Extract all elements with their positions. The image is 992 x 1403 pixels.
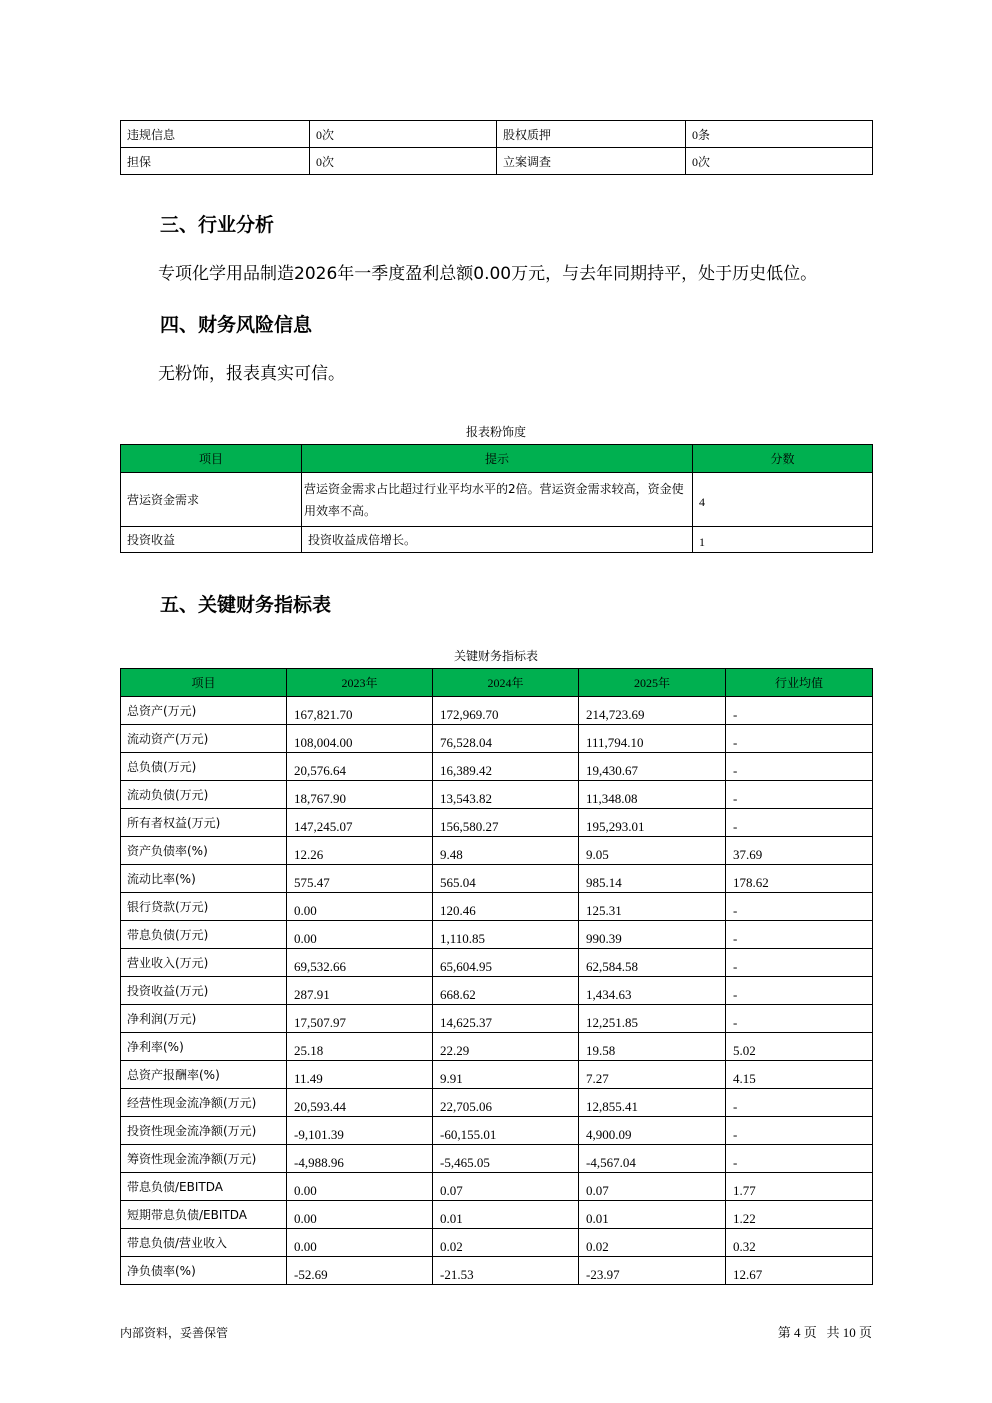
cell-metric-value: 9.48 [433,837,579,865]
cell-metric-value: - [726,921,873,949]
cell-label: 违规信息 [121,121,310,148]
cell-value: 0次 [310,121,497,148]
cell-metric-value: 16,389.42 [433,753,579,781]
metric-table-caption: 关键财务指标表 [453,649,538,663]
cell-value: 0条 [686,121,873,148]
cell-metric-name: 总资产报酬率(%) [121,1061,287,1089]
cell-metric-name: 所有者权益(万元) [121,809,287,837]
cell-metric-value: 69,532.66 [287,949,433,977]
cell-metric-value: -4,567.04 [579,1145,726,1173]
cell-metric-value: -23.97 [579,1257,726,1285]
compliance-info-table [120,120,873,175]
cell-metric-value: 19.58 [579,1033,726,1061]
cell-metric-value: 22,705.06 [433,1089,579,1117]
table-row [121,1257,873,1285]
cell-metric-value: 13,543.82 [433,781,579,809]
risk-table-caption: 报表粉饰度 [465,425,526,439]
table-row [121,1145,873,1173]
table-row [121,1005,873,1033]
table-row [121,865,873,893]
cell-hint: 营运资金需求占比超过行业平均水平的2倍。营运资金需求较高，资金使用效率不高。 [302,473,693,527]
cell-metric-value: 0.07 [579,1173,726,1201]
cell-metric-value: 37.69 [726,837,873,865]
table-row [121,949,873,977]
cell-metric-value: 18,767.90 [287,781,433,809]
cell-metric-value: 0.01 [579,1201,726,1229]
table-row [121,977,873,1005]
cell-metric-value: 0.00 [287,1173,433,1201]
cell-metric-value: 214,723.69 [579,697,726,725]
table-row [121,1117,873,1145]
cell-metric-value: 0.00 [287,921,433,949]
cell-metric-name: 带息负债/营业收入 [121,1229,287,1257]
cell-metric-value: - [726,781,873,809]
cell-metric-value: 65,604.95 [433,949,579,977]
cell-metric-value: 0.00 [287,1201,433,1229]
cell-metric-value: -5,465.05 [433,1145,579,1173]
cell-metric-name: 带息负债(万元) [121,921,287,949]
cell-metric-value: 22.29 [433,1033,579,1061]
section-heading-industry-analysis: 三、行业分析 [160,214,275,236]
cell-metric-value: - [726,893,873,921]
cell-metric-value: 11,348.08 [579,781,726,809]
cell-metric-name: 资产负债率(%) [121,837,287,865]
cell-score: 1 [693,527,873,553]
cell-metric-value: 76,528.04 [433,725,579,753]
cell-metric-name: 带息负债/EBITDA [121,1173,287,1201]
cell-metric-value: -4,988.96 [287,1145,433,1173]
table-row [121,921,873,949]
cell-score: 4 [693,473,873,527]
table-row [121,1089,873,1117]
cell-metric-value: 12.26 [287,837,433,865]
column-header: 项目 [121,445,302,473]
financial-risk-text: 无粉饰，报表真实可信。 [158,364,345,384]
table-row [121,837,873,865]
cell-metric-value: 0.02 [433,1229,579,1257]
table-row [121,697,873,725]
cell-metric-value: 167,821.70 [287,697,433,725]
column-header: 提示 [302,445,693,473]
cell-metric-value: -21.53 [433,1257,579,1285]
cell-metric-name: 总资产(万元) [121,697,287,725]
cell-metric-value: - [726,697,873,725]
column-header: 分数 [693,445,873,473]
cell-metric-name: 投资性现金流净额(万元) [121,1117,287,1145]
table-row [121,781,873,809]
cell-metric-value: -60,155.01 [433,1117,579,1145]
cell-metric-value: 14,625.37 [433,1005,579,1033]
cell-metric-value: - [726,1145,873,1173]
table-row [121,1201,873,1229]
cell-metric-name: 流动比率(%) [121,865,287,893]
column-header: 2025年 [579,669,726,697]
cell-metric-value: 147,245.07 [287,809,433,837]
cell-metric-name: 银行贷款(万元) [121,893,287,921]
cell-metric-name: 流动资产(万元) [121,725,287,753]
cell-metric-value: - [726,1005,873,1033]
table-row [121,148,873,175]
cell-metric-value: 108,004.00 [287,725,433,753]
column-header: 2023年 [287,669,433,697]
cell-metric-name: 净利率(%) [121,1033,287,1061]
report-window-dressing-table [120,444,873,553]
column-header: 行业均值 [726,669,873,697]
cell-metric-value: 12,251.85 [579,1005,726,1033]
table-row [121,809,873,837]
cell-metric-value: 25.18 [287,1033,433,1061]
cell-metric-value: 0.32 [726,1229,873,1257]
cell-metric-value: 9.91 [433,1061,579,1089]
cell-metric-value: 111,794.10 [579,725,726,753]
table-row [121,753,873,781]
industry-analysis-text: 专项化学用品制造2026年一季度盈利总额0.00万元，与去年同期持平，处于历史低位。 [158,264,818,284]
table-header-row [121,669,873,697]
cell-metric-value: 11.49 [287,1061,433,1089]
cell-metric-value: 120.46 [433,893,579,921]
cell-metric-value: - [726,809,873,837]
cell-metric-value: - [726,725,873,753]
cell-metric-value: 1.77 [726,1173,873,1201]
cell-metric-name: 短期带息负债/EBITDA [121,1201,287,1229]
cell-metric-value: 1,434.63 [579,977,726,1005]
cell-label: 立案调查 [497,148,686,175]
cell-item: 投资收益 [121,527,302,553]
cell-metric-value: -52.69 [287,1257,433,1285]
column-header: 2024年 [433,669,579,697]
cell-metric-value: 172,969.70 [433,697,579,725]
cell-metric-value: - [726,977,873,1005]
table-row [121,473,873,527]
table-row [121,1061,873,1089]
cell-metric-value: 287.91 [287,977,433,1005]
cell-metric-value: 17,507.97 [287,1005,433,1033]
cell-metric-name: 营业收入(万元) [121,949,287,977]
key-financial-metrics-table [120,668,873,1285]
cell-metric-value: 4.15 [726,1061,873,1089]
cell-metric-value: 195,293.01 [579,809,726,837]
column-header: 项目 [121,669,287,697]
cell-metric-value: - [726,1089,873,1117]
cell-metric-value: 0.00 [287,893,433,921]
cell-metric-value: 1.22 [726,1201,873,1229]
cell-metric-name: 总负债(万元) [121,753,287,781]
cell-metric-value: 7.27 [579,1061,726,1089]
cell-metric-value: 0.01 [433,1201,579,1229]
cell-metric-value: - [726,753,873,781]
cell-metric-value: -9,101.39 [287,1117,433,1145]
cell-metric-value: 1,110.85 [433,921,579,949]
cell-metric-value: 12.67 [726,1257,873,1285]
table-row [121,1033,873,1061]
cell-value: 0次 [310,148,497,175]
cell-metric-value: - [726,949,873,977]
table-header-row [121,445,873,473]
table-row [121,121,873,148]
section-heading-key-metrics: 五、关键财务指标表 [160,594,332,616]
cell-metric-value: - [726,1117,873,1145]
cell-metric-name: 经营性现金流净额(万元) [121,1089,287,1117]
cell-metric-name: 筹资性现金流净额(万元) [121,1145,287,1173]
cell-metric-name: 流动负债(万元) [121,781,287,809]
cell-metric-value: 20,593.44 [287,1089,433,1117]
cell-metric-value: 12,855.41 [579,1089,726,1117]
cell-metric-value: 62,584.58 [579,949,726,977]
cell-metric-value: 668.62 [433,977,579,1005]
cell-label: 担保 [121,148,310,175]
cell-metric-value: 985.14 [579,865,726,893]
cell-metric-value: 0.00 [287,1229,433,1257]
cell-metric-value: 565.04 [433,865,579,893]
cell-metric-value: 178.62 [726,865,873,893]
cell-metric-value: 0.02 [579,1229,726,1257]
footer-confidential-note: 内部资料，妥善保管 [120,1326,229,1340]
table-row [121,725,873,753]
cell-item: 营运资金需求 [121,473,302,527]
cell-metric-value: 990.39 [579,921,726,949]
cell-metric-value: 575.47 [287,865,433,893]
cell-metric-value: 156,580.27 [433,809,579,837]
cell-value: 0次 [686,148,873,175]
cell-metric-value: 5.02 [726,1033,873,1061]
section-heading-financial-risk: 四、财务风险信息 [160,314,313,336]
table-row [121,1173,873,1201]
cell-label: 股权质押 [497,121,686,148]
cell-metric-name: 投资收益(万元) [121,977,287,1005]
table-row [121,893,873,921]
cell-metric-value: 4,900.09 [579,1117,726,1145]
cell-metric-value: 0.07 [433,1173,579,1201]
table-row [121,527,873,553]
cell-metric-value: 125.31 [579,893,726,921]
cell-metric-name: 净利润(万元) [121,1005,287,1033]
cell-metric-name: 净负债率(%) [121,1257,287,1285]
cell-metric-value: 9.05 [579,837,726,865]
footer-page-number: 第 4 页 共 10 页 [777,1325,872,1340]
cell-metric-value: 20,576.64 [287,753,433,781]
cell-metric-value: 19,430.67 [579,753,726,781]
cell-hint: 投资收益成倍增长。 [302,527,693,553]
table-row [121,1229,873,1257]
